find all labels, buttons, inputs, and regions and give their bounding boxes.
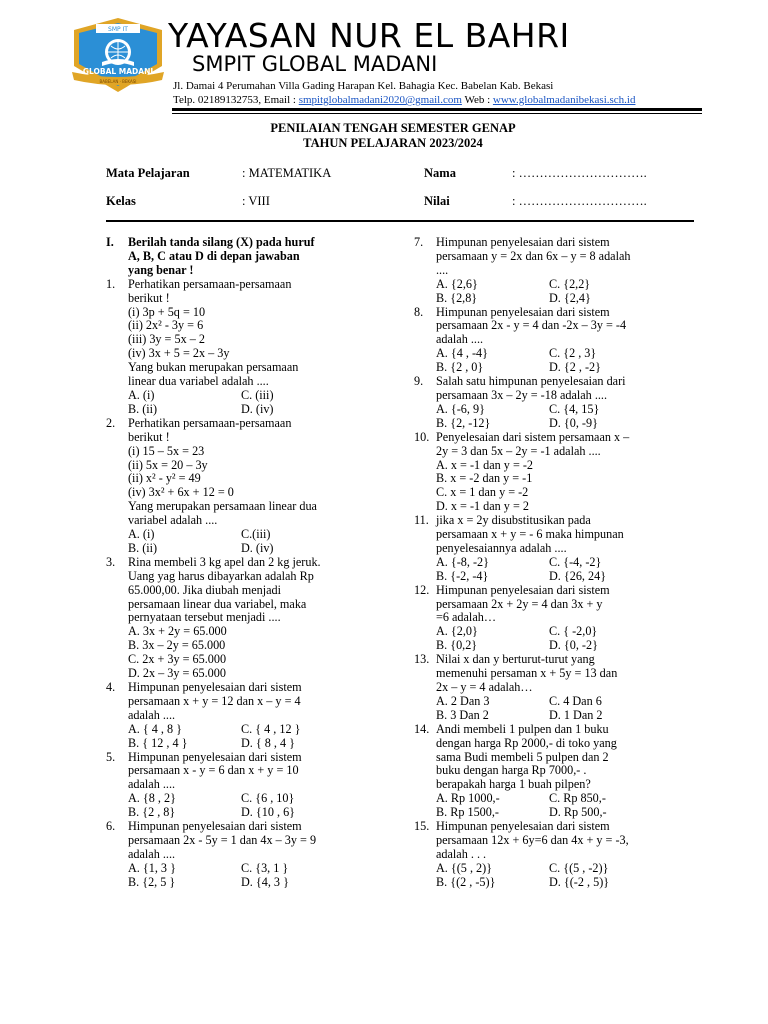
question-number: 7. [414, 235, 424, 249]
answer-option[interactable]: D. (iv) [241, 401, 274, 416]
school-name: SMPIT GLOBAL MADANI [192, 52, 438, 76]
question-text-line: berikut ! [128, 429, 170, 444]
answer-option[interactable]: D. (iv) [241, 540, 274, 555]
answer-option[interactable]: C. {4, 15} [549, 401, 600, 416]
question-text-line: penyelesaiannya adalah .... [436, 540, 567, 555]
question-text-line: Himpunan penyelesaian dari sistem [128, 819, 302, 834]
question-text-line: (ii) 2x² - 3y = 6 [128, 318, 204, 333]
question-text-line: persamaan 2x - 5y = 1 dan 4x – 3y = 9 [128, 832, 317, 847]
option-row [128, 639, 369, 653]
answer-option[interactable]: C. {(5 , -2)} [549, 860, 609, 875]
logo-top-text: SMP IT [108, 26, 128, 33]
answer-option[interactable]: A. 3x + 2y = 65.000 [128, 624, 227, 639]
question-text-line: Himpunan penyelesaian dari sistem [436, 235, 610, 249]
answer-option[interactable]: B. x = -2 dan y = -1 [436, 471, 533, 486]
option-row [128, 737, 369, 751]
contact-line [173, 93, 635, 107]
question-item [414, 653, 677, 723]
answer-option[interactable]: B. {2 , 0} [436, 360, 484, 375]
answer-option[interactable]: C. {6 , 10} [241, 791, 295, 806]
score-label: Nilai [424, 194, 450, 208]
option-row [436, 862, 677, 876]
logo-sub-text: BABELAN · BEKASI [99, 79, 137, 84]
answer-option[interactable]: A. {8 , 2} [128, 791, 176, 806]
instruction-line: A, B, C atau D di depan jawaban [128, 248, 300, 263]
subject-value: : MATEMATIKA [242, 166, 332, 180]
answer-option[interactable]: A. 2 Dan 3 [436, 693, 490, 708]
answer-option[interactable]: D. 1 Dan 2 [549, 707, 603, 722]
option-row [436, 486, 677, 500]
question-item [414, 584, 677, 654]
score-field[interactable]: : …………………………. [512, 194, 647, 208]
question-number: 1. [106, 276, 116, 291]
answer-option[interactable]: B. (ii) [128, 540, 158, 555]
option-row [436, 876, 677, 890]
question-text-line: (iii) 3y = 5x – 2 [128, 332, 205, 347]
answer-option[interactable]: D. Rp 500,- [549, 805, 607, 820]
question-number: 8. [414, 304, 424, 319]
answer-option[interactable]: C. { 4 , 12 } [241, 721, 301, 736]
question-text-line: buku dengan harga Rp 7000,- . [436, 763, 587, 778]
answer-option[interactable]: B. {2, 5 } [128, 874, 176, 889]
answer-option[interactable]: B. {(2 , -5)} [436, 874, 496, 889]
question-item [414, 306, 677, 376]
question-text-line: Himpunan penyelesaian dari sistem [436, 582, 610, 597]
question-text-line: dengan harga Rp 2000,- di toko yang [436, 735, 617, 750]
option-row [436, 459, 677, 473]
answer-option[interactable]: C. {2 , 3} [549, 346, 597, 361]
option-row [128, 528, 369, 542]
question-text-line: Penyelesaian dari sistem persamaan x – [436, 429, 630, 444]
answer-option[interactable]: B. Rp 1500,- [436, 805, 499, 820]
answer-option[interactable]: C. {-4, -2} [549, 554, 602, 569]
option-row [436, 500, 677, 514]
question-text-line: Himpunan penyelesaian dari sistem [128, 749, 302, 764]
email-link[interactable]: smpitglobalmadani2020@gmail.com [298, 94, 462, 106]
question-text-line: (i) 15 – 5x = 23 [128, 443, 205, 458]
question-number: 13. [414, 652, 430, 667]
answer-option[interactable]: C. x = 1 dan y = -2 [436, 485, 529, 500]
question-item [414, 820, 677, 890]
question-text-line: persamaan x - y = 6 dan x + y = 10 [128, 763, 299, 778]
answer-option[interactable]: C. Rp 850,- [549, 791, 606, 806]
question-number: 14. [414, 721, 430, 736]
option-row [128, 876, 369, 890]
answer-option[interactable]: A. {2,0} [436, 624, 478, 639]
answer-option[interactable]: B. 3 Dan 2 [436, 707, 489, 722]
question-item [106, 751, 369, 821]
question-item [106, 278, 369, 417]
answer-option[interactable]: A. {2,6} [436, 276, 478, 291]
exam-title: PENILAIAN TENGAH SEMESTER GENAP [270, 121, 516, 135]
school-address: Jl. Damai 4 Perumahan Villa Gading Harapan Kel. Bahagia Kec. Babelan Kab. Bekasi [173, 80, 554, 92]
logo-main-text: GLOBAL MADANI [82, 67, 154, 76]
name-label: Nama [424, 166, 456, 180]
question-text-line: persamaan linear dua variabel, maka [128, 596, 307, 611]
option-row [436, 292, 677, 306]
option-row [128, 792, 369, 806]
answer-option[interactable]: A. {-6, 9} [436, 401, 485, 416]
name-field[interactable]: : …………………………. [512, 166, 647, 180]
question-text-line: 65.000,00. Jika diubah menjadi [128, 582, 281, 597]
answer-option[interactable]: B. {2,8} [436, 290, 478, 305]
question-text-line: (ii) x² - y² = 49 [128, 471, 201, 486]
question-text-line: adalah .... [128, 777, 176, 792]
answer-option[interactable]: A. (i) [128, 387, 155, 402]
question-text-line: variabel adalah .... [128, 513, 218, 528]
answer-option[interactable]: A. {(5 , 2)} [436, 860, 493, 875]
answer-option[interactable]: D. {26, 24} [549, 568, 607, 583]
answer-option[interactable]: D. x = -1 dan y = 2 [436, 499, 529, 514]
question-text-line: Uang yag harus dibayarkan adalah Rp [128, 568, 314, 583]
question-text-line: (iv) 3x² + 6x + 12 = 0 [128, 485, 234, 500]
option-row [436, 695, 677, 709]
question-text-line: =6 adalah… [436, 610, 497, 625]
class-label: Kelas [106, 194, 136, 208]
question-text-line: persamaan 2x + 2y = 4 dan 3x + y [436, 596, 603, 611]
exam-year: TAHUN PELAJARAN 2023/2024 [303, 136, 483, 150]
question-text-line: Nilai x dan y berturut-turut yang [436, 652, 595, 667]
answer-option[interactable]: B. {0,2} [436, 638, 478, 653]
answer-option[interactable]: B. 3x – 2y = 65.000 [128, 638, 226, 653]
answer-option[interactable]: A. x = -1 dan y = -2 [436, 457, 534, 472]
answer-option[interactable]: D. {2,4} [549, 290, 591, 305]
question-text-line: persamaan x + y = - 6 maka himpunan [436, 527, 624, 542]
phone-text: Telp. 02189132753, Email : [173, 94, 299, 106]
answer-option[interactable]: D. {0, -9} [549, 415, 598, 430]
option-row [436, 361, 677, 375]
question-text-line: persamaan x + y = 12 dan x – y = 4 [128, 693, 301, 708]
answer-option[interactable]: A. {1, 3 } [128, 860, 176, 875]
question-text-line: 2y = 3 dan 5x – 2y = -1 adalah .... [436, 443, 601, 458]
question-item [414, 723, 677, 820]
answer-option[interactable]: C. (iii) [241, 387, 274, 402]
question-text-line: Perhatikan persamaan-persamaan [128, 415, 292, 430]
question-item [106, 681, 369, 751]
question-text-line: (iv) 3x + 5 = 2x – 3y [128, 346, 230, 361]
question-text-line: persamaan y = 2x dan 6x – y = 8 adalah [436, 248, 631, 263]
question-text-line: memenuhi persaman x + 5y = 13 dan [436, 666, 618, 681]
answer-option[interactable]: C. 2x + 3y = 65.000 [128, 652, 227, 667]
question-number: 2. [106, 415, 116, 430]
school-logo [66, 16, 170, 96]
web-label: Web : [461, 94, 493, 106]
question-text-line: Rina membeli 3 kg apel dan 2 kg jeruk. [128, 554, 321, 569]
answer-option[interactable]: B. (ii) [128, 401, 158, 416]
option-row [128, 653, 369, 667]
answer-option[interactable]: D. {2 , -2} [549, 360, 601, 375]
question-number: 9. [414, 374, 424, 389]
answer-option[interactable]: D. {0, -2} [549, 638, 598, 653]
question-text-line: linear dua variabel adalah .... [128, 374, 269, 389]
answer-option[interactable]: B. {-2, -4} [436, 568, 489, 583]
question-text-line: jika x = 2y disubstitusikan pada [436, 513, 591, 528]
option-row [128, 542, 369, 556]
answer-option[interactable]: A. {-8, -2} [436, 554, 489, 569]
option-row [436, 556, 677, 570]
question-number: 11. [414, 513, 429, 528]
section-instruction [106, 236, 369, 278]
option-row [436, 278, 677, 292]
question-item [414, 375, 677, 431]
option-row [436, 709, 677, 723]
question-item [106, 556, 369, 681]
answer-option[interactable]: B. { 12 , 4 } [128, 735, 188, 750]
header-rule-thin [172, 113, 702, 114]
question-item [106, 820, 369, 890]
question-text-line: (ii) 5x = 20 – 3y [128, 457, 208, 472]
answer-option[interactable]: B. {2 , 8} [128, 805, 176, 820]
answer-option[interactable]: C. {2,2} [549, 276, 591, 291]
question-number: 4. [106, 680, 116, 694]
question-text-line: persamaan 3x – 2y = -18 adalah .... [436, 387, 608, 402]
option-row [436, 403, 677, 417]
question-item [106, 417, 369, 556]
option-row [128, 723, 369, 737]
header-rule [172, 108, 702, 111]
foundation-name: YAYASAN NUR EL BAHRI [168, 16, 570, 55]
answer-option[interactable]: C.(iii) [241, 527, 271, 542]
option-row [128, 403, 369, 417]
answer-option[interactable]: D. { 8 , 4 } [241, 735, 296, 750]
question-item [414, 514, 677, 584]
question-number: 12. [414, 582, 430, 597]
option-row [128, 625, 369, 639]
question-number: 6. [106, 819, 116, 834]
question-text-line: pernyataan tersebut menjadi .... [128, 610, 281, 625]
answer-option[interactable]: A. Rp 1000,- [436, 791, 500, 806]
right-column [414, 236, 677, 890]
question-item [414, 431, 677, 514]
subject-label: Mata Pelajaran [106, 166, 190, 180]
answer-option[interactable]: D. 2x – 3y = 65.000 [128, 666, 226, 681]
option-row [436, 417, 677, 431]
question-text-line: berikut ! [128, 290, 170, 305]
class-value: : VIII [242, 194, 270, 208]
answer-option[interactable]: A. {4 , -4} [436, 346, 488, 361]
question-text-line: .... [436, 262, 449, 277]
question-text-line: adalah .... [436, 332, 484, 347]
left-column [106, 236, 369, 890]
answer-option[interactable]: A. { 4 , 8 } [128, 721, 183, 736]
option-row [128, 862, 369, 876]
question-text-line: berapakah harga 1 buah pilpen? [436, 777, 591, 792]
question-text-line: Yang merupakan persamaan linear dua [128, 499, 317, 514]
question-number: 15. [414, 819, 430, 834]
question-text-line: 2x – y = 4 adalah… [436, 680, 533, 694]
question-text-line: Salah satu himpunan penyelesaian dari [436, 374, 626, 389]
instruction-line: Berilah tanda silang (X) pada huruf [128, 235, 315, 249]
option-row [436, 806, 677, 820]
question-text-line: adalah .... [128, 846, 176, 861]
question-item [414, 236, 677, 306]
option-row [128, 806, 369, 820]
option-row [128, 389, 369, 403]
question-text-line: adalah . . . [436, 846, 487, 861]
question-text-line: Andi membeli 1 pulpen dan 1 buku [436, 721, 609, 736]
answer-option[interactable]: B. {2, -12} [436, 415, 491, 430]
option-row [128, 667, 369, 681]
option-row [436, 625, 677, 639]
question-text-line: (i) 3p + 5q = 10 [128, 304, 206, 319]
option-row [436, 347, 677, 361]
answer-option[interactable]: A. (i) [128, 527, 155, 542]
instruction-line: yang benar ! [128, 262, 194, 277]
question-number: 3. [106, 554, 116, 569]
option-row [436, 639, 677, 653]
question-text-line: Yang bukan merupakan persamaan [128, 360, 299, 375]
question-text-line: persamaan 12x + 6y=6 dan 4x + y = -3, [436, 832, 629, 847]
website-link[interactable]: www.globalmadanibekasi.sch.id [492, 94, 636, 106]
question-text-line: sama Budi membeli 5 pulpen dan 2 [436, 749, 609, 764]
option-row [436, 792, 677, 806]
answer-option[interactable]: D. {(-2 , 5)} [549, 874, 610, 889]
info-divider [106, 220, 694, 222]
answer-option[interactable]: C. { -2,0} [549, 624, 598, 639]
section-number: I. [106, 235, 114, 249]
question-number: 5. [106, 749, 116, 764]
question-text-line: Himpunan penyelesaian dari sistem [436, 819, 610, 834]
question-text-line: Himpunan penyelesaian dari sistem [128, 680, 302, 694]
answer-option[interactable]: D. {10 , 6} [241, 805, 296, 820]
option-row [436, 570, 677, 584]
answer-option[interactable]: C. 4 Dan 6 [549, 693, 602, 708]
answer-option[interactable]: C. {3, 1 } [241, 860, 289, 875]
question-text-line: persamaan 2x - y = 4 dan -2x – 3y = -4 [436, 318, 627, 333]
question-text-line: Perhatikan persamaan-persamaan [128, 276, 292, 291]
question-text-line: Himpunan penyelesaian dari sistem [436, 304, 610, 319]
question-text-line: adalah .... [128, 707, 176, 722]
question-number: 10. [414, 429, 430, 444]
answer-option[interactable]: D. {4, 3 } [241, 874, 289, 889]
option-row [436, 472, 677, 486]
